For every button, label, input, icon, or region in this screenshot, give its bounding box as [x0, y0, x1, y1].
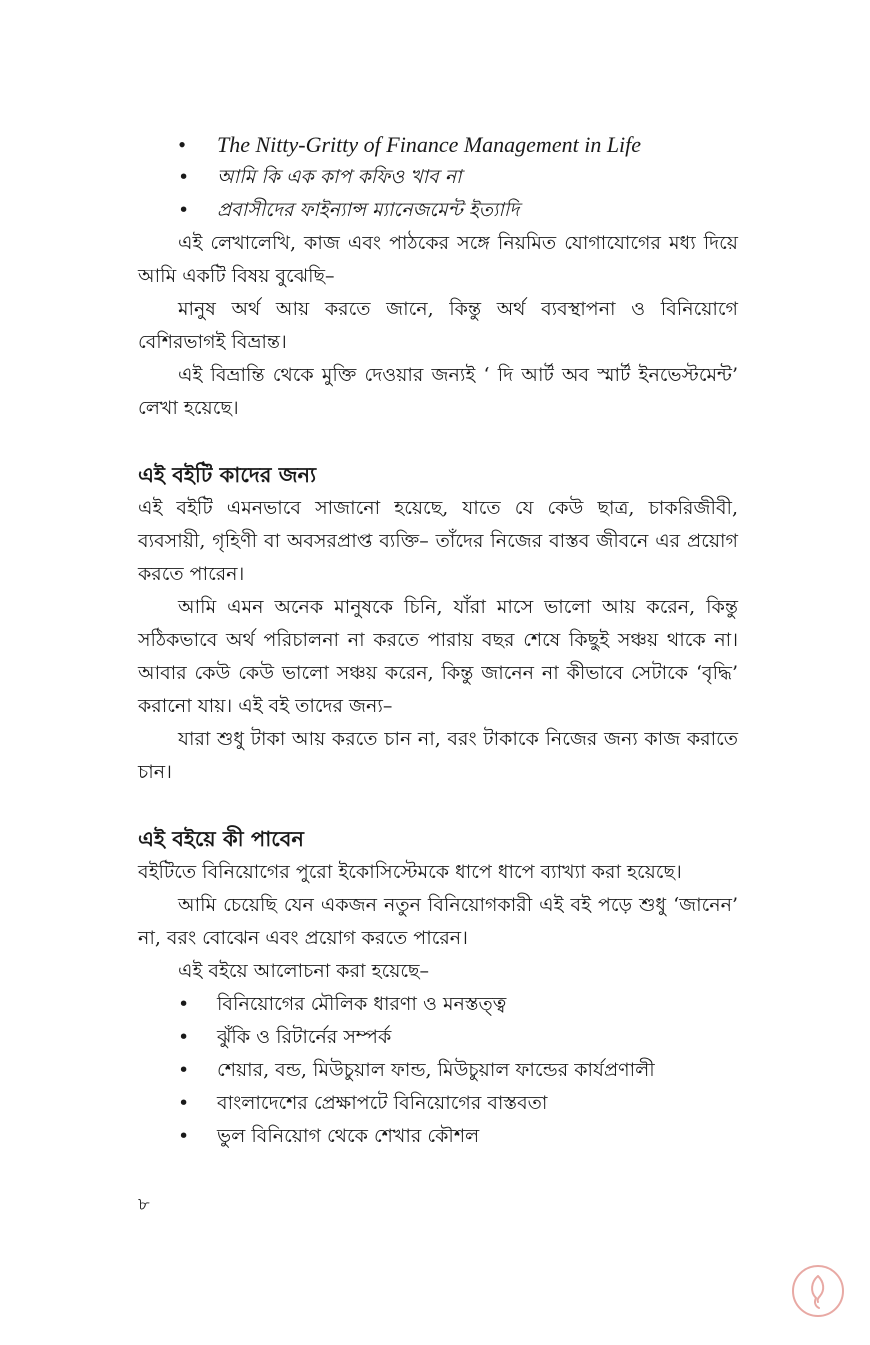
- section-heading-audience: এই বইটি কাদের জন্য: [138, 463, 317, 487]
- intro-bullet-list: [138, 128, 738, 227]
- list-item: • প্রবাসীদের ফাইন্যান্স ম্যানেজমেন্ট ইত্যাদি: [138, 194, 738, 227]
- paragraph: এই লেখালেখি, কাজ এবং পাঠকের সঙ্গে নিয়মিত যোগাযোগের মধ্য দিয়ে আমি একটি বিষয় বুঝেছি–: [138, 232, 738, 287]
- page-body: [138, 128, 738, 1153]
- paragraph: আমি চেয়েছি যেন একজন নতুন বিনিয়োগকারী এই বই পড়ে শুধু ‘জানেন’ না, বরং বোঝেন এবং প্রয়োগ করতে পারেন।: [138, 894, 738, 949]
- paragraph: এই বিভ্রান্তি থেকে মুক্তি দেওয়ার জন্যই ‘ দি আর্ট অব স্মার্ট ইনভেস্টমেন্ট’ লেখা হয়েছে।: [138, 364, 738, 419]
- list-item: • শেয়ার, বন্ড, মিউচুয়াল ফান্ড, মিউচুয়াল ফান্ডের কার্যপ্রণালী: [138, 1054, 738, 1087]
- list-item: • বাংলাদেশের প্রেক্ষাপটে বিনিয়োগের বাস্তবতা: [138, 1087, 738, 1120]
- paragraph: আমি এমন অনেক মানুষকে চিনি, যাঁরা মাসে ভালো আয় করেন, কিন্তু সঠিকভাবে অর্থ পরিচালনা না করতে পারায় বছর শেষে কিছুই সঞ্চয় থাকে না। আবার কেউ কেউ ভালো সঞ্চয় করেন, কিন্তু জানেন না কীভাবে সেটাকে ‘বৃদ্ধি’ করানো যায়। এই বই তাদের জন্য–: [138, 596, 738, 717]
- publisher-quill-logo-icon: [791, 1264, 845, 1318]
- list-item: • বিনিয়োগের মৌলিক ধারণা ও মনস্তত্ত্ব: [138, 988, 738, 1021]
- paragraph: যারা শুধু টাকা আয় করতে চান না, বরং টাকাকে নিজের জন্য কাজ করাতে চান।: [138, 728, 738, 783]
- page-number: ৮: [138, 1194, 150, 1215]
- list-item: • আমি কি এক কাপ কফিও খাব না: [138, 161, 738, 194]
- paragraph: এই বইয়ে আলোচনা করা হয়েছে–: [178, 960, 430, 982]
- topics-bullet-list: [138, 988, 738, 1153]
- list-item: • ঝুঁকি ও রিটার্নের সম্পর্ক: [138, 1021, 738, 1054]
- paragraph: মানুষ অর্থ আয় করতে জানে, কিন্তু অর্থ ব্যবস্থাপনা ও বিনিয়োগে বেশিরভাগই বিভ্রান্ত।: [138, 298, 738, 353]
- list-item: • The Nitty-Gritty of Finance Management in Life: [138, 128, 738, 161]
- paragraph: বইটিতে বিনিয়োগের পুরো ইকোসিস্টেমকে ধাপে ধাপে ব্যাখ্যা করা হয়েছে।: [138, 861, 682, 883]
- section-heading-contents: এই বইয়ে কী পাবেন: [138, 827, 304, 851]
- list-item: • ভুল বিনিয়োগ থেকে শেখার কৌশল: [138, 1120, 738, 1153]
- paragraph: এই বইটি এমনভাবে সাজানো হয়েছে, যাতে যে কেউ ছাত্র, চাকরিজীবী, ব্যবসায়ী, গৃহিণী বা অবসরপ্রাপ্ত ব্যক্তি– তাঁদের নিজের বাস্তব জীবনে এর প্রয়োগ করতে পারেন।: [138, 497, 738, 585]
